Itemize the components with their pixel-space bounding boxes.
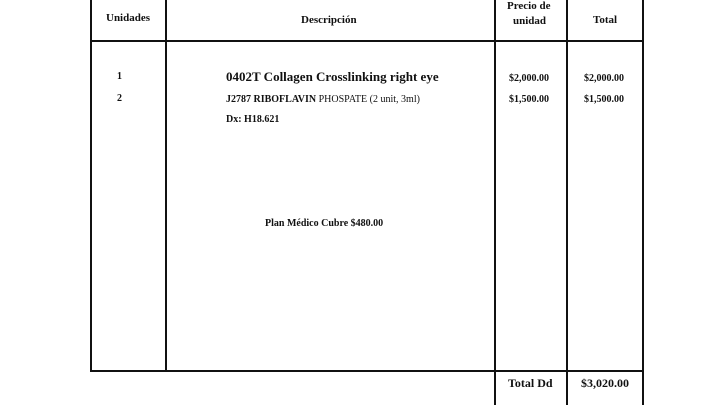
row2-units: 2 <box>117 93 122 104</box>
header-units: Unidades <box>106 12 151 24</box>
row2-description <box>226 94 420 105</box>
header-bottom-border <box>90 40 644 42</box>
table-left-border <box>90 0 92 372</box>
header-unit-price-line2: unidad <box>513 15 547 27</box>
table-right-border <box>642 0 644 372</box>
row2-unit-price: $1,500.00 <box>509 94 549 105</box>
row1-unit-price: $2,000.00 <box>509 73 549 84</box>
insurance-coverage-note: Plan Médico Cubre $480.00 <box>265 218 384 229</box>
total-box-right-border <box>642 370 644 405</box>
header-total: Total <box>593 14 618 26</box>
diagnosis-code: Dx: H18.621 <box>226 114 280 125</box>
table-bottom-border <box>90 370 644 372</box>
row2-description-rest: PHOSPATE (2 unit, 3ml) <box>316 94 420 105</box>
row1-description: 0402T Collagen Crosslinking right eye <box>226 69 439 84</box>
row1-units: 1 <box>117 71 122 82</box>
row1-total: $2,000.00 <box>584 73 624 84</box>
header-description: Descripción <box>301 14 357 26</box>
total-due-label: Total Dd <box>508 376 553 390</box>
col-divider-price <box>566 0 568 405</box>
row2-total: $1,500.00 <box>584 94 624 105</box>
header-unit-price-line1: Precio de <box>507 0 551 12</box>
col-divider-units <box>165 0 167 372</box>
col-divider-description <box>494 0 496 405</box>
row2-description-code: J2787 RIBOFLAVIN <box>226 94 317 105</box>
total-due-value: $3,020.00 <box>581 376 629 390</box>
